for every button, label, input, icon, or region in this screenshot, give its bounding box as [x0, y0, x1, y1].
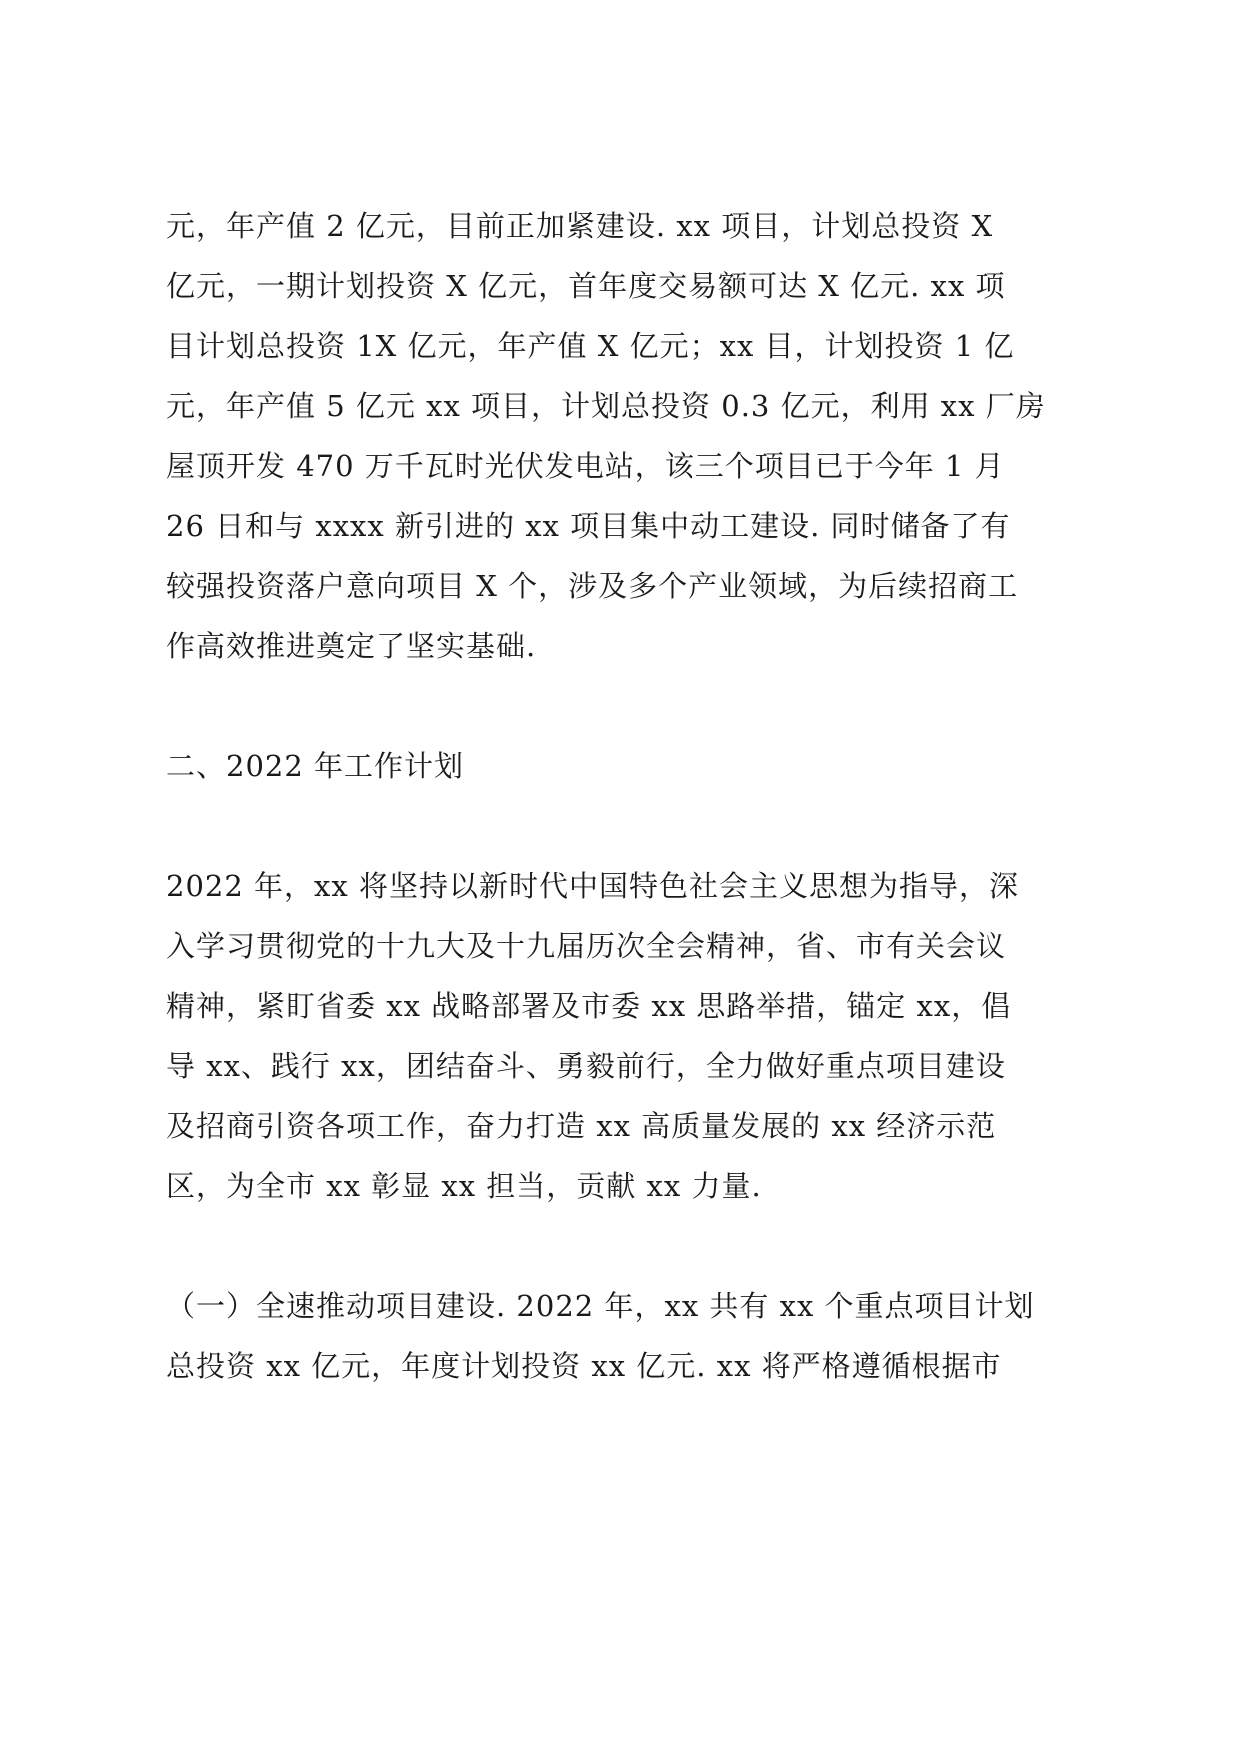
paragraph-1-line-4: 元，年产值 5 亿元 xx 项目，计划总投资 0.3 亿元，利用 xx 厂房	[166, 389, 1046, 423]
paragraph-3-line-1: （一）全速推动项目建设. 2022 年，xx 共有 xx 个重点项目计划	[166, 1289, 1035, 1323]
paragraph-1-line-1: 元，年产值 2 亿元，目前正加紧建设. xx 项目，计划总投资 X	[166, 209, 994, 243]
paragraph-1-line-8: 作高效推进奠定了坚实基础.	[166, 629, 537, 663]
paragraph-1-line-6: 26 日和与 xxxx 新引进的 xx 项目集中动工建设. 同时储备了有	[166, 509, 1011, 543]
section-heading: 二、2022 年工作计划	[166, 749, 465, 783]
paragraph-2-line-5: 及招商引资各项工作，奋力打造 xx 高质量发展的 xx 经济示范	[166, 1109, 997, 1143]
paragraph-1-line-5: 屋顶开发 470 万千瓦时光伏发电站，该三个项目已于今年 1 月	[166, 449, 1005, 483]
paragraph-3-line-2: 总投资 xx 亿元，年度计划投资 xx 亿元. xx 将严格遵循根据市	[166, 1349, 1002, 1383]
paragraph-1-line-7: 较强投资落户意向项目 X 个，涉及多个产业领域，为后续招商工	[166, 569, 1019, 603]
paragraph-1-line-3: 目计划总投资 1X 亿元，年产值 X 亿元；xx 目，计划投资 1 亿	[166, 329, 1015, 363]
paragraph-2-line-4: 导 xx、践行 xx，团结奋斗、勇毅前行，全力做好重点项目建设	[166, 1049, 1006, 1083]
paragraph-1-line-2: 亿元，一期计划投资 X 亿元，首年度交易额可达 X 亿元. xx 项	[166, 269, 1006, 303]
paragraph-2-line-6: 区，为全市 xx 彰显 xx 担当，贡献 xx 力量.	[166, 1169, 762, 1203]
paragraph-2-line-2: 入学习贯彻党的十九大及十九届历次全会精神，省、市有关会议	[166, 929, 1007, 963]
paragraph-2-line-3: 精神，紧盯省委 xx 战略部署及市委 xx 思路举措，锚定 xx，倡	[166, 989, 1012, 1023]
paragraph-2-line-1: 2022 年，xx 将坚持以新时代中国特色社会主义思想为指导，深	[166, 869, 1019, 903]
